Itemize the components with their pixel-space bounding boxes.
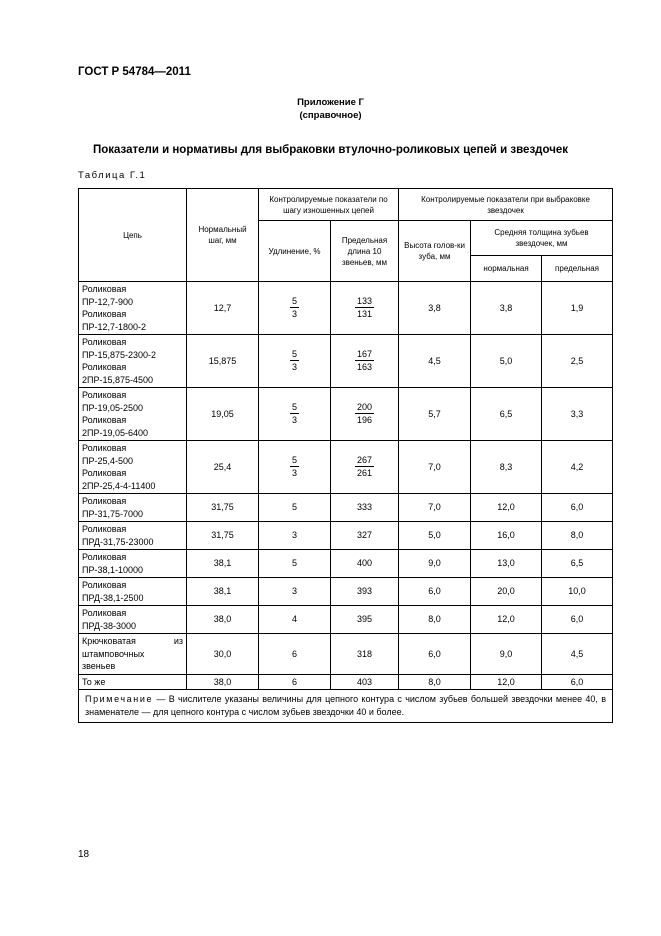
elongation-cell: 5 [259, 494, 331, 522]
chain-name-line: Роликовая [82, 362, 127, 372]
chain-name-line: Роликовая [82, 443, 127, 453]
header-group-chain: Контролируемые показатели по шагу изношенных цепей [259, 189, 399, 221]
limit-length-cell: 333 [331, 494, 399, 522]
chain-name-cell [79, 282, 187, 335]
pitch-cell: 38,0 [187, 674, 259, 690]
chain-name-cell [79, 522, 187, 550]
thickness-normal-cell: 12,0 [471, 606, 542, 634]
fraction [290, 401, 299, 426]
table-row [79, 282, 613, 335]
table-row [79, 578, 613, 606]
table-label: Таблица Г.1 [78, 170, 147, 181]
limit-length-cell [331, 335, 399, 388]
fraction [355, 454, 374, 479]
page-title: Показатели и нормативы для выбраковки втулочно-роликовых цепей и звездочек [92, 144, 569, 156]
thickness-normal-cell: 12,0 [471, 674, 542, 690]
numerator: 200 [356, 402, 373, 413]
rejection-table [78, 188, 613, 723]
header-tooth-height: Высота голов-ки зуба, мм [399, 221, 471, 282]
limit-length-cell: 318 [331, 634, 399, 675]
denominator: 3 [291, 468, 297, 479]
chain-name-line: ПРД-38,1-2500 [82, 592, 144, 603]
chain-name-line: Роликовая [82, 390, 127, 400]
chain-name-line: 2ПР-15,875-4500 [82, 374, 154, 385]
thickness-normal-cell: 13,0 [471, 550, 542, 578]
header-chain: Цепь [79, 189, 187, 282]
chain-name-line: звеньев [82, 661, 116, 671]
chain-name-line: ПРД-31,75-23000 [82, 536, 154, 547]
thickness-limit-cell: 6,0 [542, 674, 613, 690]
note-text: — В числителе указаны величины для цепного контура с числом зубьев большей звездочки менее 40, в знаменателе — для цепного контура с числом зубьев звездочки 40 и более. [85, 694, 607, 717]
fraction [355, 401, 374, 426]
limit-length-cell: 395 [331, 606, 399, 634]
header-limit: предельная [542, 256, 613, 282]
thickness-normal-cell: 12,0 [471, 494, 542, 522]
chain-name-cell [79, 441, 187, 494]
tooth-height-cell: 7,0 [399, 441, 471, 494]
pitch-cell: 30,0 [187, 634, 259, 675]
header-elongation: Удлинение, % [259, 221, 331, 282]
header-group-sprocket: Контролируемые показатели при выбраковке звездочек [399, 189, 613, 221]
chain-name-cell [79, 388, 187, 441]
chain-name-line: То же [82, 676, 106, 687]
tooth-height-cell: 8,0 [399, 606, 471, 634]
header-normal: нормальная [471, 256, 542, 282]
pitch-cell: 38,1 [187, 578, 259, 606]
chain-name-line: ПР-31,75-7000 [82, 508, 144, 519]
thickness-limit-cell: 3,3 [542, 388, 613, 441]
chain-name-line: Роликовая [82, 468, 127, 478]
chain-name-line: ПР-12,7-1800-2 [82, 321, 147, 332]
chain-name-cell [79, 674, 187, 690]
chain-name-cell [79, 606, 187, 634]
appendix-title: Приложение Г [297, 97, 364, 108]
thickness-normal-cell: 5,0 [471, 335, 542, 388]
elongation-cell: 3 [259, 578, 331, 606]
chain-name-line: Роликовая [82, 580, 127, 590]
chain-name-line: ПР-38,1-10000 [82, 564, 144, 575]
note-row [79, 690, 613, 723]
chain-name-line: 2ПР-25,4-4-11400 [82, 480, 156, 491]
header-limit-length: Предельная длина 10 звеньев, мм [331, 221, 399, 282]
chain-name-cell [79, 335, 187, 388]
limit-length-cell: 327 [331, 522, 399, 550]
elongation-cell: 4 [259, 606, 331, 634]
denominator: 196 [356, 415, 373, 426]
chain-name-line: ПР-19,05-2500 [82, 402, 144, 413]
numerator: 5 [291, 402, 297, 413]
table-row [79, 522, 613, 550]
thickness-limit-cell: 2,5 [542, 335, 613, 388]
chain-name-line: Роликовая [82, 496, 127, 506]
elongation-cell [259, 282, 331, 335]
denominator: 3 [291, 309, 297, 320]
numerator: 167 [356, 349, 373, 360]
chain-name-line: Роликовая [82, 284, 127, 294]
denominator: 3 [291, 362, 297, 373]
numerator: 5 [291, 349, 297, 360]
limit-length-cell [331, 441, 399, 494]
pitch-cell: 38,1 [187, 550, 259, 578]
chain-name-line [82, 635, 183, 648]
table-row [79, 441, 613, 494]
pitch-cell: 31,75 [187, 494, 259, 522]
chain-name-cell [79, 550, 187, 578]
chain-name-line: Роликовая [82, 608, 127, 618]
elongation-cell [259, 335, 331, 388]
tooth-height-cell: 5,0 [399, 522, 471, 550]
header-tooth-thickness: Средняя толщина зубьев звездочек, мм [471, 221, 613, 256]
fraction [290, 295, 299, 320]
tooth-height-cell: 8,0 [399, 674, 471, 690]
thickness-limit-cell: 6,5 [542, 550, 613, 578]
denominator: 163 [356, 362, 373, 373]
pitch-cell: 19,05 [187, 388, 259, 441]
chain-name-cell [79, 578, 187, 606]
chain-name-line: Роликовая [82, 415, 127, 425]
tooth-height-cell: 9,0 [399, 550, 471, 578]
thickness-limit-cell: 4,2 [542, 441, 613, 494]
chain-name-line: штамповочных [82, 648, 145, 659]
denominator: 3 [291, 415, 297, 426]
thickness-limit-cell: 4,5 [542, 634, 613, 675]
thickness-limit-cell: 1,9 [542, 282, 613, 335]
table-row [79, 606, 613, 634]
chain-name-cell [79, 634, 187, 675]
limit-length-cell: 393 [331, 578, 399, 606]
elongation-cell: 6 [259, 634, 331, 675]
elongation-cell [259, 441, 331, 494]
tooth-height-cell: 7,0 [399, 494, 471, 522]
pitch-cell: 25,4 [187, 441, 259, 494]
limit-length-cell [331, 388, 399, 441]
thickness-limit-cell: 8,0 [542, 522, 613, 550]
thickness-limit-cell: 6,0 [542, 494, 613, 522]
note-prefix: Примечание [85, 694, 154, 704]
chain-name-cell [79, 494, 187, 522]
numerator: 5 [291, 296, 297, 307]
table-row [79, 335, 613, 388]
numerator: 5 [291, 455, 297, 466]
pitch-cell: 38,0 [187, 606, 259, 634]
table-row [79, 550, 613, 578]
chain-name-word: из [173, 636, 183, 646]
thickness-normal-cell: 20,0 [471, 578, 542, 606]
thickness-normal-cell: 16,0 [471, 522, 542, 550]
table-note [79, 690, 613, 723]
elongation-cell [259, 388, 331, 441]
elongation-cell: 6 [259, 674, 331, 690]
table-row [79, 494, 613, 522]
numerator: 267 [356, 455, 373, 466]
chain-name-line: Роликовая [82, 337, 127, 347]
standard-designation: ГОСТ Р 54784—2011 [78, 66, 191, 78]
thickness-normal-cell: 6,5 [471, 388, 542, 441]
pitch-cell: 12,7 [187, 282, 259, 335]
elongation-cell: 3 [259, 522, 331, 550]
thickness-normal-cell: 3,8 [471, 282, 542, 335]
thickness-normal-cell: 8,3 [471, 441, 542, 494]
appendix-type: (справочное) [299, 110, 362, 121]
thickness-limit-cell: 10,0 [542, 578, 613, 606]
limit-length-cell [331, 282, 399, 335]
header-pitch: Нормальный шаг, мм [187, 189, 259, 282]
chain-name-line: ПР-12,7-900 [82, 296, 133, 307]
chain-name-line: ПРД-38-3000 [82, 620, 136, 631]
pitch-cell: 15,875 [187, 335, 259, 388]
table-row [79, 388, 613, 441]
fraction [290, 454, 299, 479]
tooth-height-cell: 6,0 [399, 634, 471, 675]
thickness-limit-cell: 6,0 [542, 606, 613, 634]
table-row [79, 674, 613, 690]
fraction [355, 348, 374, 373]
fraction [290, 348, 299, 373]
denominator: 261 [356, 468, 373, 479]
table-row [79, 634, 613, 675]
chain-name-line: Роликовая [82, 524, 127, 534]
tooth-height-cell: 6,0 [399, 578, 471, 606]
thickness-normal-cell: 9,0 [471, 634, 542, 675]
chain-name-word: Крючковатая [82, 636, 136, 646]
limit-length-cell: 403 [331, 674, 399, 690]
limit-length-cell: 400 [331, 550, 399, 578]
chain-name-line: ПР-15,875-2300-2 [82, 349, 157, 360]
chain-name-line: ПР-25,4-500 [82, 455, 133, 466]
denominator: 131 [356, 309, 373, 320]
chain-name-line: Роликовая [82, 309, 127, 319]
tooth-height-cell: 3,8 [399, 282, 471, 335]
tooth-height-cell: 5,7 [399, 388, 471, 441]
pitch-cell: 31,75 [187, 522, 259, 550]
numerator: 133 [356, 296, 373, 307]
fraction [355, 295, 374, 320]
page-number: 18 [78, 849, 90, 860]
chain-name-line: 2ПР-19,05-6400 [82, 427, 149, 438]
chain-name-line: Роликовая [82, 552, 127, 562]
elongation-cell: 5 [259, 550, 331, 578]
tooth-height-cell: 4,5 [399, 335, 471, 388]
